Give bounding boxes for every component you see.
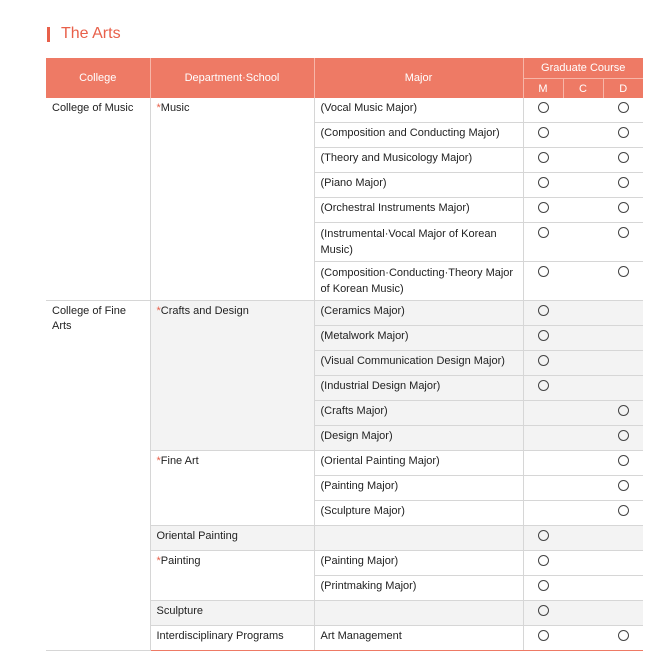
department-name: Crafts and Design — [160, 305, 249, 317]
circle-mark-icon — [618, 405, 629, 416]
circle-mark-icon — [618, 177, 629, 188]
department-cell: *Crafts and Design — [150, 301, 314, 451]
circle-mark-icon — [618, 266, 629, 277]
circle-mark-icon — [538, 227, 549, 238]
circle-mark-icon — [538, 127, 549, 138]
major-cell: (Crafts Major) — [314, 401, 523, 426]
circle-mark-icon — [538, 177, 549, 188]
major-cell: (Metalwork Major) — [314, 326, 523, 351]
department-name: Music — [160, 102, 190, 114]
college-name: College of Fine Arts — [52, 305, 126, 332]
circle-mark-icon — [538, 380, 549, 391]
header-major: Major — [314, 58, 523, 98]
major-cell: (Painting Major) — [314, 476, 523, 501]
major-cell: (Composition·Conducting·Theory Major of Korean Music) — [314, 262, 523, 301]
department-cell: *Music — [150, 98, 314, 301]
circle-mark-icon — [538, 202, 549, 213]
major-cell: (Industrial Design Major) — [314, 376, 523, 401]
circle-mark-icon — [618, 505, 629, 516]
circle-mark-icon — [538, 530, 549, 541]
department-cell — [150, 526, 314, 551]
circle-mark-icon — [618, 630, 629, 641]
major-cell: (Ceramics Major) — [314, 301, 523, 326]
college-cell — [46, 98, 150, 301]
page-title: The Arts — [61, 25, 121, 42]
circle-mark-icon — [618, 202, 629, 213]
heading-bar — [47, 27, 50, 42]
circle-mark-icon — [618, 227, 629, 238]
circle-mark-icon — [538, 266, 549, 277]
department-name: Sculpture — [156, 605, 203, 617]
college-name: College of Music — [52, 102, 134, 114]
college-cell — [46, 301, 150, 651]
major-cell: (Printmaking Major) — [314, 576, 523, 601]
circle-mark-icon — [538, 102, 549, 113]
major-cell: (Visual Communication Design Major) — [314, 351, 523, 376]
department-cell — [150, 626, 314, 651]
circle-mark-icon — [618, 480, 629, 491]
programs-table — [46, 58, 643, 651]
circle-mark-icon — [538, 330, 549, 341]
circle-mark-icon — [618, 430, 629, 441]
header-c: C — [563, 79, 603, 99]
major-cell: (Oriental Painting Major) — [314, 451, 523, 476]
major-cell: (Theory and Musicology Major) — [314, 148, 523, 173]
major-cell: (Vocal Music Major) — [314, 98, 523, 123]
circle-mark-icon — [618, 455, 629, 466]
table-row — [46, 98, 643, 123]
major-cell: (Composition and Conducting Major) — [314, 123, 523, 148]
header-department: Department·School — [150, 58, 314, 98]
circle-mark-icon — [618, 152, 629, 163]
circle-mark-icon — [538, 152, 549, 163]
major-cell: (Painting Major) — [314, 551, 523, 576]
circle-mark-icon — [538, 305, 549, 316]
circle-mark-icon — [618, 127, 629, 138]
circle-mark-icon — [618, 102, 629, 113]
circle-mark-icon — [538, 555, 549, 566]
department-cell: *Painting — [150, 551, 314, 601]
department-cell — [150, 601, 314, 626]
header-graduate-course: Graduate Course — [523, 58, 643, 79]
table-row — [46, 301, 643, 326]
circle-mark-icon — [538, 580, 549, 591]
major-cell: (Orchestral Instruments Major) — [314, 198, 523, 223]
department-name: Fine Art — [160, 455, 199, 467]
circle-mark-icon — [538, 630, 549, 641]
department-name: Painting — [160, 555, 201, 567]
major-cell: Art Management — [314, 626, 523, 651]
department-name: Interdisciplinary Programs — [156, 630, 284, 642]
major-cell: (Piano Major) — [314, 173, 523, 198]
header-college: College — [46, 58, 150, 98]
header-d: D — [603, 79, 643, 99]
major-cell: (Design Major) — [314, 426, 523, 451]
department-cell: *Fine Art — [150, 451, 314, 526]
major-cell: (Sculpture Major) — [314, 501, 523, 526]
circle-mark-icon — [538, 355, 549, 366]
department-name: Oriental Painting — [156, 530, 238, 542]
section-heading — [47, 22, 121, 46]
header-m: M — [523, 79, 563, 99]
major-cell: (Instrumental·Vocal Major of Korean Music) — [314, 223, 523, 262]
